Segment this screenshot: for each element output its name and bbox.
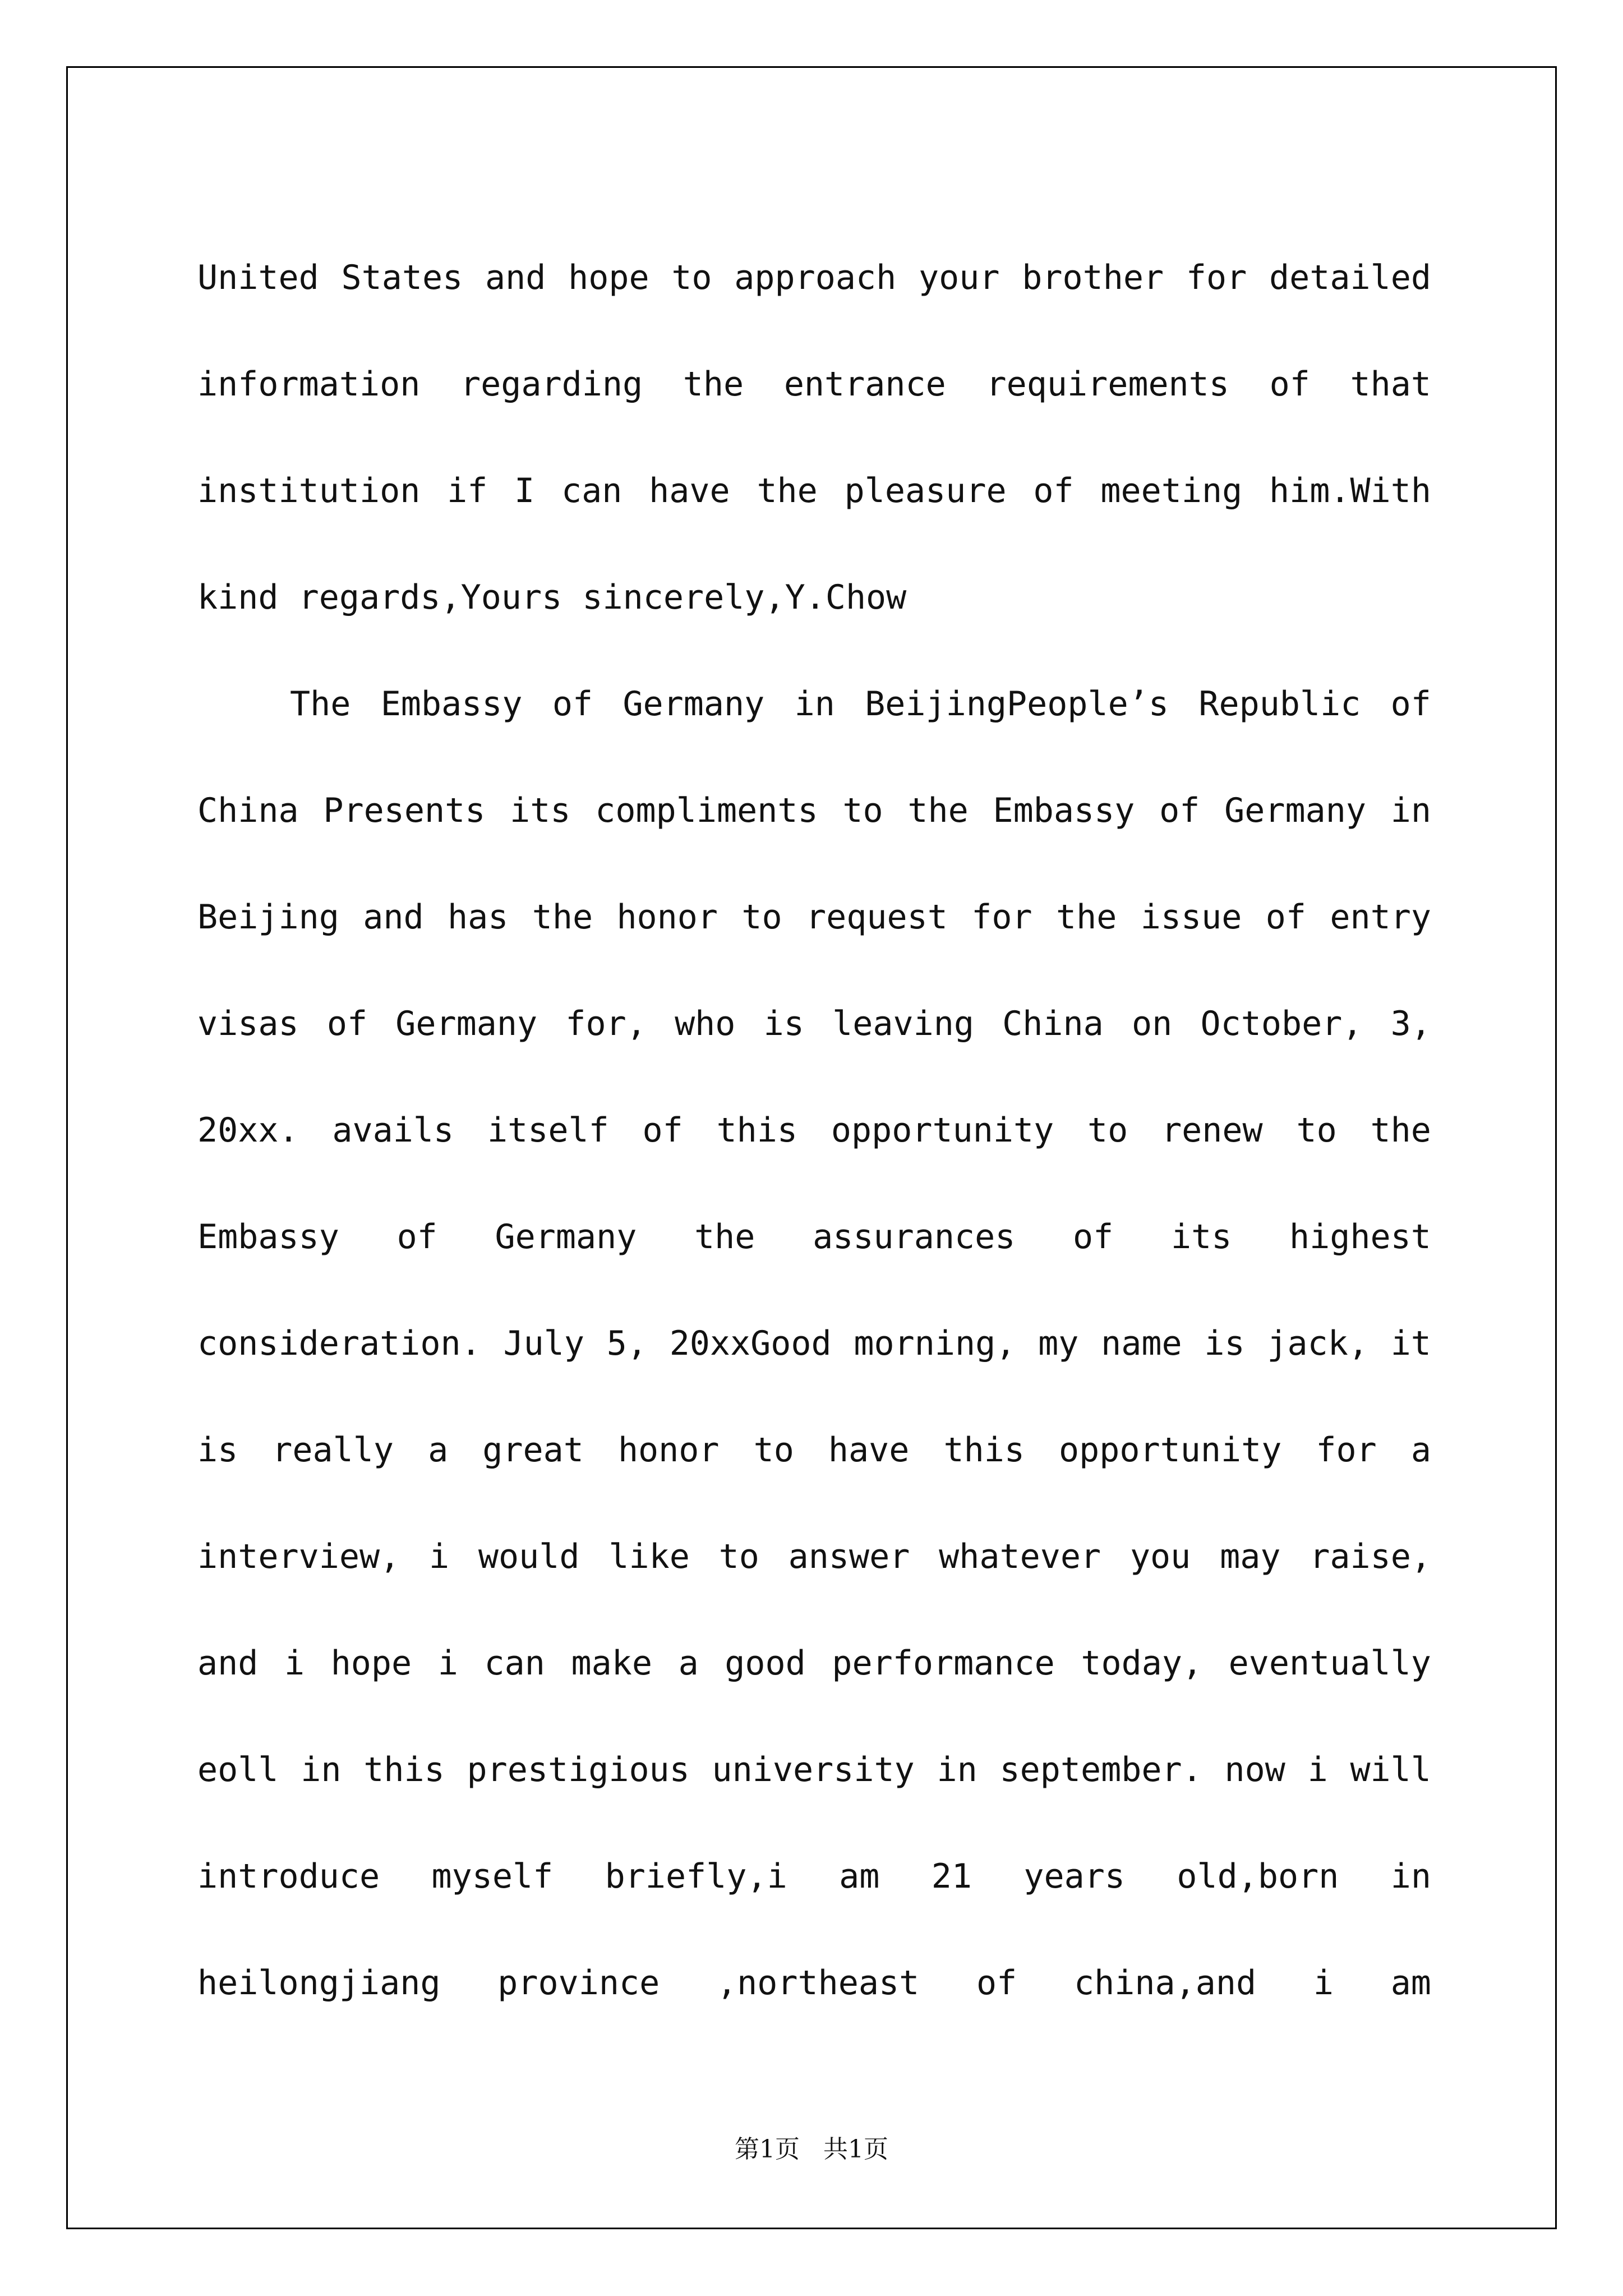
word: i [437, 1644, 458, 1683]
word: Republic [1198, 684, 1361, 724]
word: will [1350, 1750, 1431, 1789]
word: is [197, 1430, 238, 1470]
word: may [1220, 1537, 1281, 1576]
word: Germany [395, 1004, 538, 1043]
word: i [284, 1644, 305, 1683]
word: you [1129, 1537, 1191, 1576]
word: of [396, 1217, 437, 1257]
word: to [671, 258, 712, 297]
word: introduce [197, 1857, 380, 1896]
word: to [1296, 1111, 1337, 1150]
word: Germany [623, 684, 765, 724]
word: to [1087, 1111, 1128, 1150]
word: request [806, 898, 948, 937]
page-footer: 第1页 共1页 [735, 2135, 888, 2164]
word: of [1390, 684, 1431, 724]
word: of [1269, 365, 1310, 404]
word: morning, [854, 1324, 1016, 1363]
word: meeting [1100, 471, 1243, 510]
word: opportunity [1059, 1430, 1282, 1470]
word: am [1390, 1963, 1431, 2003]
word: the [907, 791, 969, 830]
text-line [197, 1184, 1431, 1290]
word: jack, [1267, 1324, 1368, 1363]
word: would [478, 1537, 580, 1576]
word: brother [1022, 258, 1164, 297]
word: eventually [1228, 1644, 1431, 1683]
word: am [839, 1857, 880, 1896]
text-line [197, 224, 1431, 331]
word: university [712, 1750, 915, 1789]
word: the [1056, 898, 1117, 937]
text-line [197, 1077, 1431, 1184]
word: can [484, 1644, 545, 1683]
word: raise, [1310, 1537, 1431, 1576]
word: requirements [986, 365, 1229, 404]
word: in [1390, 1857, 1431, 1896]
word: my [1038, 1324, 1079, 1363]
document-body [197, 224, 1431, 2036]
word: i [429, 1537, 450, 1576]
word: detailed [1269, 258, 1431, 297]
text-line [197, 1717, 1431, 1823]
word: to [842, 791, 883, 830]
word: entrance [783, 365, 946, 404]
text-line [197, 331, 1431, 438]
word: of [552, 684, 593, 724]
word: to [718, 1537, 759, 1576]
word: entry [1330, 898, 1431, 937]
word: like [608, 1537, 690, 1576]
word: itself [487, 1111, 609, 1150]
word: in [1390, 791, 1431, 830]
word: the [683, 365, 744, 404]
word: honor [616, 898, 718, 937]
word: in [794, 684, 835, 724]
text-line [197, 1397, 1431, 1503]
word: visas [197, 1004, 299, 1043]
word: this [716, 1111, 798, 1150]
text-line [197, 651, 1431, 757]
word: if [447, 471, 488, 510]
word: pleasure [844, 471, 1007, 510]
word: this [943, 1430, 1025, 1470]
word: its [1170, 1217, 1232, 1257]
word: opportunity [831, 1111, 1054, 1150]
word: of [1033, 471, 1074, 510]
text-line [197, 757, 1431, 864]
word: consideration. [197, 1324, 481, 1363]
word: Presents [323, 791, 486, 830]
word: leaving [832, 1004, 974, 1043]
word: heilongjiang [197, 1963, 441, 2003]
word: province [497, 1963, 660, 2003]
word: October, [1200, 1004, 1363, 1043]
word: can [561, 471, 623, 510]
word: to [741, 898, 782, 937]
word: avails [332, 1111, 454, 1150]
word: great [482, 1430, 584, 1470]
word: the [694, 1217, 755, 1257]
word: who [675, 1004, 736, 1043]
word: it [1390, 1324, 1431, 1363]
word: the [1370, 1111, 1431, 1150]
word: assurances [813, 1217, 1016, 1257]
word: your [919, 258, 1000, 297]
word: in [301, 1750, 342, 1789]
text-line [197, 1610, 1431, 1717]
text-line [197, 1930, 1431, 2036]
word: the [757, 471, 818, 510]
word: Embassy [993, 791, 1135, 830]
word: I [514, 471, 535, 510]
word: 21 [931, 1857, 972, 1896]
word: and [197, 1644, 259, 1683]
word: BeijingPeople’s [865, 684, 1169, 724]
word: and [485, 258, 546, 297]
word: Embassy [197, 1217, 339, 1257]
word: hope [568, 258, 649, 297]
word: 5, [606, 1324, 647, 1363]
word: good [725, 1644, 806, 1683]
word: for, [565, 1004, 647, 1043]
word: of [642, 1111, 683, 1150]
word: ,northeast [716, 1963, 920, 2003]
word: in [937, 1750, 978, 1789]
word: Beijing [197, 898, 339, 937]
word: United [197, 258, 319, 297]
word: July [503, 1324, 584, 1363]
word: its [510, 791, 571, 830]
word: hope [330, 1644, 412, 1683]
word: prestigious [467, 1750, 690, 1789]
word: 3, [1390, 1004, 1431, 1043]
word: whatever [939, 1537, 1101, 1576]
word: september. [999, 1750, 1202, 1789]
word: a [428, 1430, 449, 1470]
word: and [363, 898, 424, 937]
word: briefly,i [605, 1857, 787, 1896]
word: on [1132, 1004, 1173, 1043]
word: to [753, 1430, 794, 1470]
word: myself [431, 1857, 554, 1896]
word: Embassy [380, 684, 523, 724]
word: china,and [1073, 1963, 1257, 2003]
word: regarding [460, 365, 643, 404]
word: eoll [197, 1750, 279, 1789]
text-line [197, 438, 1431, 544]
text-line [197, 1503, 1431, 1610]
word: for [971, 898, 1032, 937]
word: China [197, 791, 299, 830]
word: performance [832, 1644, 1055, 1683]
word: i [1313, 1963, 1334, 2003]
word: today, [1081, 1644, 1203, 1683]
word: years [1023, 1857, 1125, 1896]
word: is [1204, 1324, 1245, 1363]
word: honor [617, 1430, 720, 1470]
word: States [341, 258, 463, 297]
word: of [1073, 1217, 1114, 1257]
word: of [1159, 791, 1200, 830]
word: interview, [197, 1537, 400, 1576]
word: now [1224, 1750, 1285, 1789]
word: renew [1161, 1111, 1263, 1150]
word: China [1002, 1004, 1104, 1043]
word: issue [1140, 898, 1242, 937]
word: is [763, 1004, 804, 1043]
word: highest [1289, 1217, 1431, 1257]
word: i [1307, 1750, 1328, 1789]
word: have [649, 471, 730, 510]
word: 20xxGood [669, 1324, 832, 1363]
word: 20xx. [197, 1111, 299, 1150]
word: of [326, 1004, 368, 1043]
word: has [447, 898, 509, 937]
word: of [1265, 898, 1306, 937]
word: answer [788, 1537, 910, 1576]
word: make [571, 1644, 652, 1683]
text-line [197, 1290, 1431, 1397]
word: him.With [1269, 471, 1431, 510]
word: name [1101, 1324, 1182, 1363]
word: Germany [1224, 791, 1366, 830]
word: approach [734, 258, 897, 297]
word: old,born [1177, 1857, 1339, 1896]
word: institution [197, 471, 421, 510]
word: of [976, 1963, 1017, 2003]
word: have [828, 1430, 910, 1470]
word: really [272, 1430, 394, 1470]
word: compliments [595, 791, 818, 830]
text-line [197, 1823, 1431, 1930]
text-line [197, 864, 1431, 970]
word: the [532, 898, 593, 937]
word: The [290, 684, 351, 724]
text-line [197, 970, 1431, 1077]
word: for [1316, 1430, 1377, 1470]
word: that [1350, 365, 1431, 404]
word: information [197, 365, 421, 404]
word: this [363, 1750, 445, 1789]
word: a [678, 1644, 699, 1683]
word: for [1186, 258, 1247, 297]
word: a [1410, 1430, 1431, 1470]
word: Germany [495, 1217, 637, 1257]
text-line: kind regards,Yours sincerely,Y.Chow [197, 578, 907, 617]
